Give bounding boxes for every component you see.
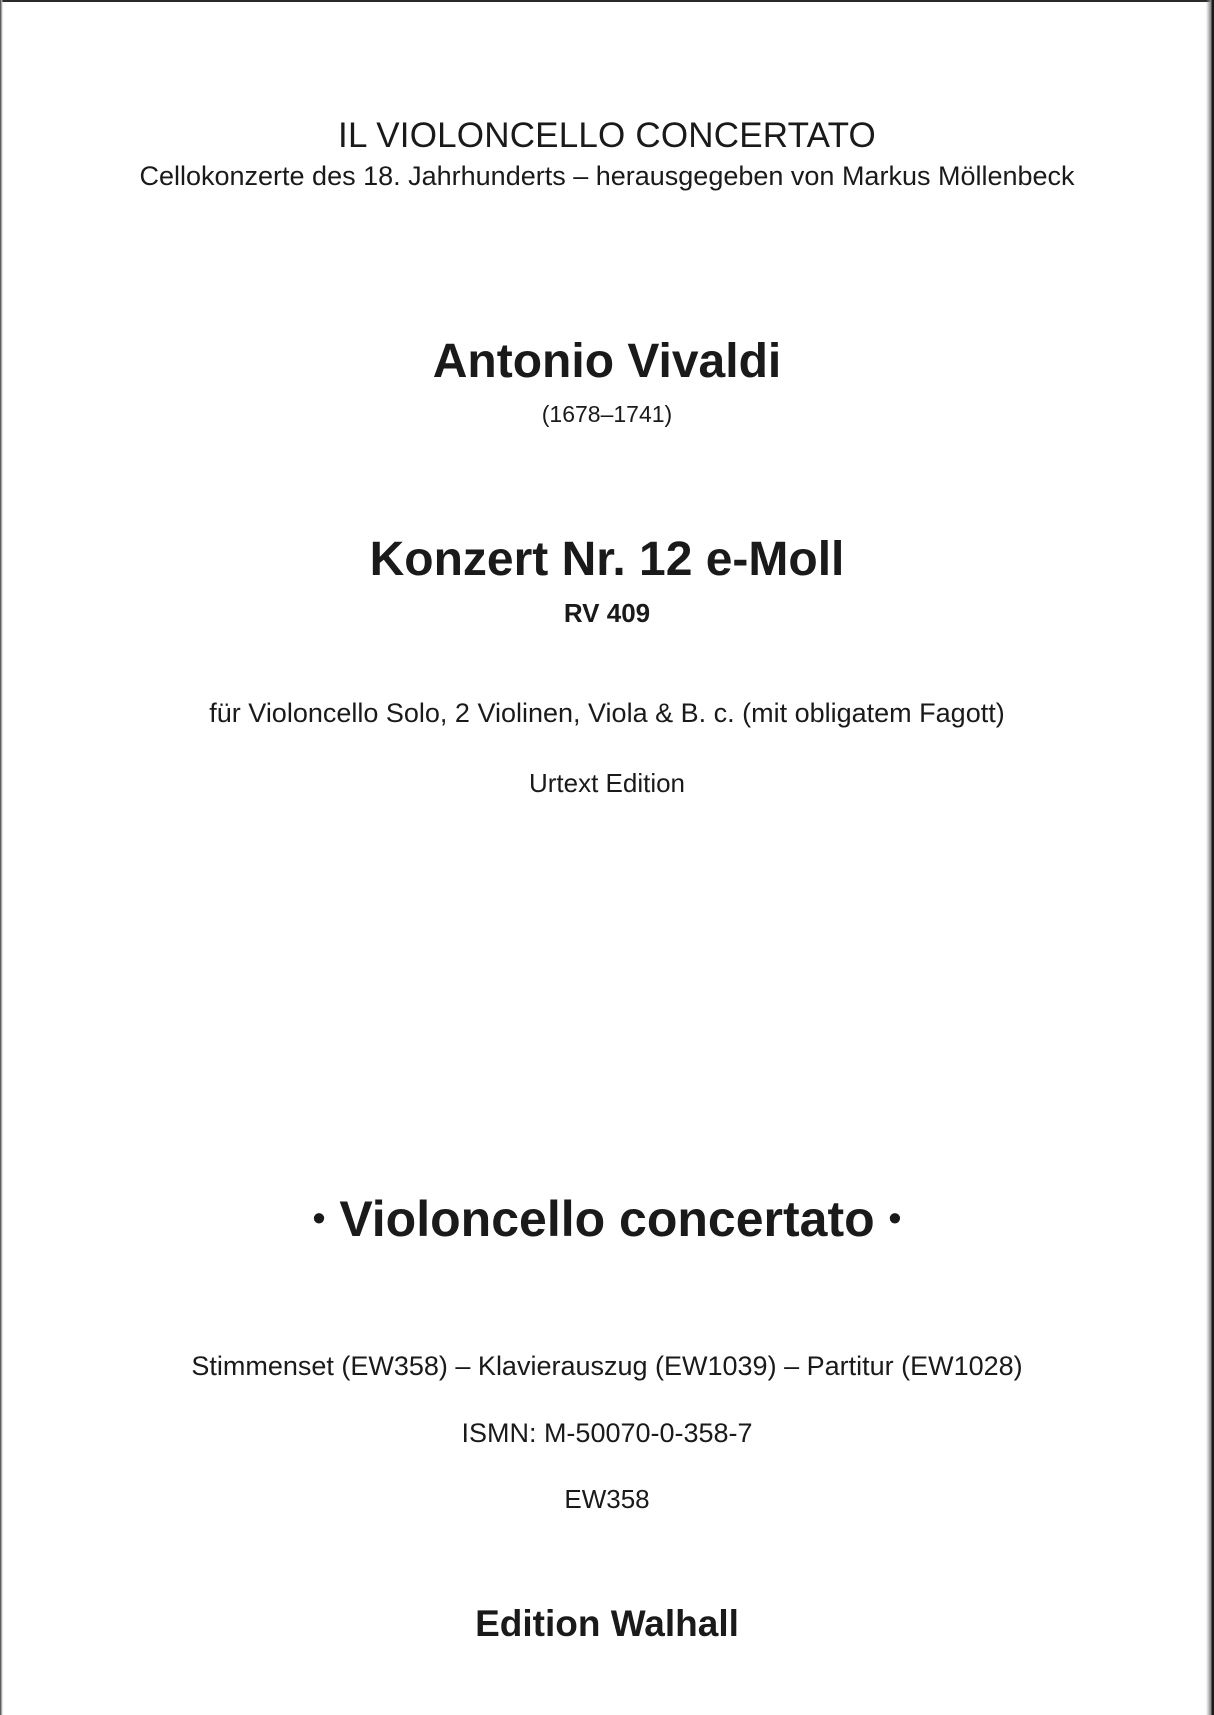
- scan-edge-right: [1206, 0, 1214, 1715]
- series-title: IL VIOLONCELLO CONCERTATO: [338, 116, 876, 155]
- publisher-name: Edition Walhall: [475, 1603, 739, 1644]
- bullet-right: •: [888, 1197, 902, 1238]
- work-title: Konzert Nr. 12 e-Moll: [369, 533, 845, 586]
- edition-type: Urtext Edition: [528, 768, 686, 798]
- composer-dates: (1678–1741): [541, 401, 673, 427]
- catalog-number: RV 409: [563, 598, 651, 628]
- ismn: ISMN: M-50070-0-358-7: [461, 1418, 753, 1448]
- order-number: EW358: [564, 1484, 650, 1514]
- scan-edge-left: [0, 0, 3, 1715]
- scan-edge-top: [0, 0, 1214, 2]
- instrumentation: für Violoncello Solo, 2 Violinen, Viola & B. c. (mit obligatem Fagott): [209, 698, 1005, 728]
- available-editions: Stimmenset (EW358) – Klavierauszug (EW1039) – Partitur (EW1028): [191, 1351, 1023, 1381]
- part-name-heading: [0, 1191, 1214, 1247]
- part-name: Violoncello concertato: [339, 1191, 875, 1247]
- series-subtitle: Cellokonzerte des 18. Jahrhunderts – herausgegeben von Markus Möllenbeck: [139, 161, 1075, 191]
- bullet-left: •: [312, 1197, 326, 1238]
- composer-name: Antonio Vivaldi: [432, 335, 782, 388]
